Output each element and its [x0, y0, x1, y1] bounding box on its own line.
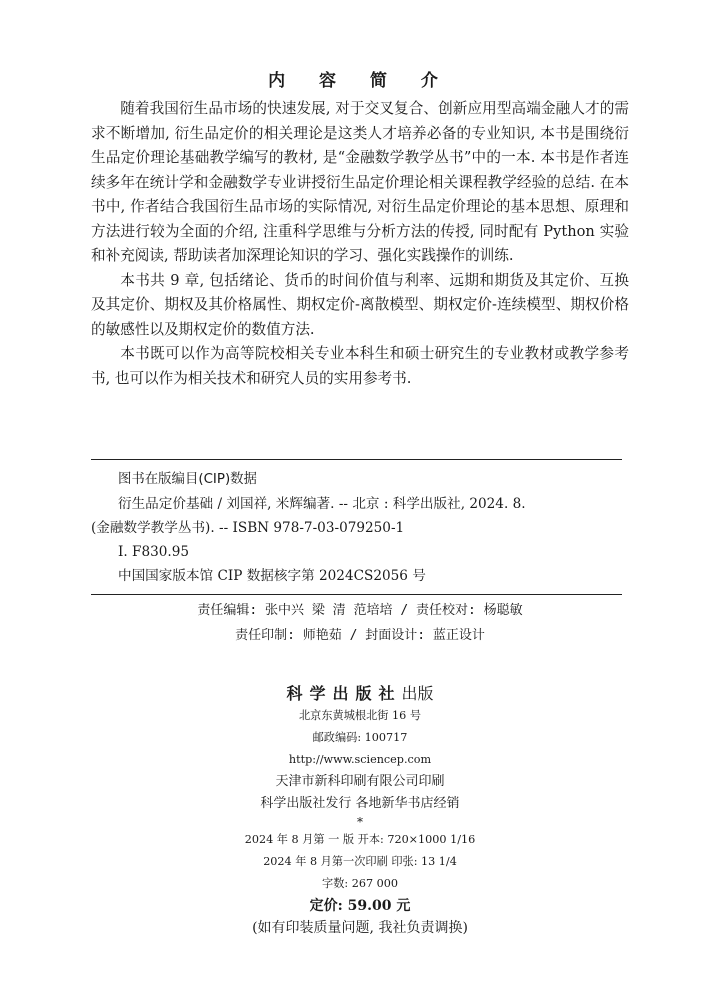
credits-line-2: 责任印制: 师艳茹 / 封面设计: 蓝正设计: [235, 628, 485, 643]
publisher-postcode: 邮政编码: 100717: [312, 731, 408, 744]
cip-block: [91, 468, 629, 588]
publisher-address: 北京东黄城根北街 16 号: [298, 709, 422, 722]
credits-line-1: 责任编辑: 张中兴 梁 清 范培培 / 责任校对: 杨聪敏: [197, 603, 523, 618]
divider-top: [91, 459, 622, 460]
cip-line-4: 中国国家版本馆 CIP 数据核字第 2024CS2056 号: [118, 568, 426, 584]
quality-note: (如有印装质量问题, 我社负责调换): [252, 920, 468, 936]
cip-line-3: I. F830.95: [118, 544, 190, 560]
page-title: 内 容 简 介: [268, 71, 452, 91]
publisher-website: http://www.sciencep.com: [288, 753, 432, 766]
cip-heading: 图书在版编目(CIP)数据: [118, 472, 257, 487]
cip-line-1: 衍生品定价基础 / 刘国祥, 米辉编著. -- 北京 : 科学出版社, 2024. 8.: [118, 496, 526, 512]
word-count: 字数: 267 000: [322, 877, 398, 890]
printer-info: 天津市新科印刷有限公司印刷: [275, 774, 445, 789]
publish-word: 出版: [401, 684, 434, 703]
edition-info: 2024 年 8 月第 一 版 开本: 720×1000 1/16: [244, 833, 476, 846]
publisher-name: [0, 683, 720, 705]
separator-star: *: [357, 815, 363, 829]
summary-paragraph: 本书既可以作为高等院校相关专业本科生和硕士研究生的专业教材或教学参考书, 也可以作为相关技术和研究人员的实用参考书.: [91, 345, 629, 387]
divider-bottom: [91, 594, 622, 595]
summary-paragraph: 随着我国衍生品市场的快速发展, 对于交叉复合、创新应用型高端金融人才的需求不断增加, 衍生品定价的相关理论是这类人才培养必备的专业知识, 本书是围绕衍生品定价理论基础教学编写的教材, 是“金融数学教学丛书”中的一本. 本书是作者连续多年在统计学和金融数学专业讲授衍生品定价理论相关课程教学经验的总结. 在本书中, 作者结合我国衍生品市场的实际情况, 对衍生品定价理论的基本思想、原理和方法进行较为全面的介绍, 注重科学思维与分析方法的传授, 同时配有 Python 实验和补充阅读, 帮助读者加深理论知识的学习、强化实践操作的训练.: [91, 100, 629, 264]
publisher-logo: 科学出版社: [286, 684, 402, 703]
price: 定价: 59.00 元: [309, 898, 411, 914]
distribution-info: 科学出版社发行 各地新华书店经销: [260, 796, 460, 811]
printing-info: 2024 年 8 月第一次印刷 印张: 13 1/4: [263, 855, 457, 868]
credits-block: [0, 598, 720, 648]
content-summary: [91, 97, 629, 391]
summary-paragraph: 本书共 9 章, 包括绪论、货币的时间价值与利率、远期和期货及其定价、互换及其定价、期权及其价格属性、期权定价-离散模型、期权定价-连续模型、期权价格的敏感性以及期权定价的数值方法.: [91, 271, 629, 338]
publisher-block: [0, 683, 720, 939]
cip-line-2: (金融数学教学丛书). -- ISBN 978-7-03-079250-1: [91, 520, 405, 536]
